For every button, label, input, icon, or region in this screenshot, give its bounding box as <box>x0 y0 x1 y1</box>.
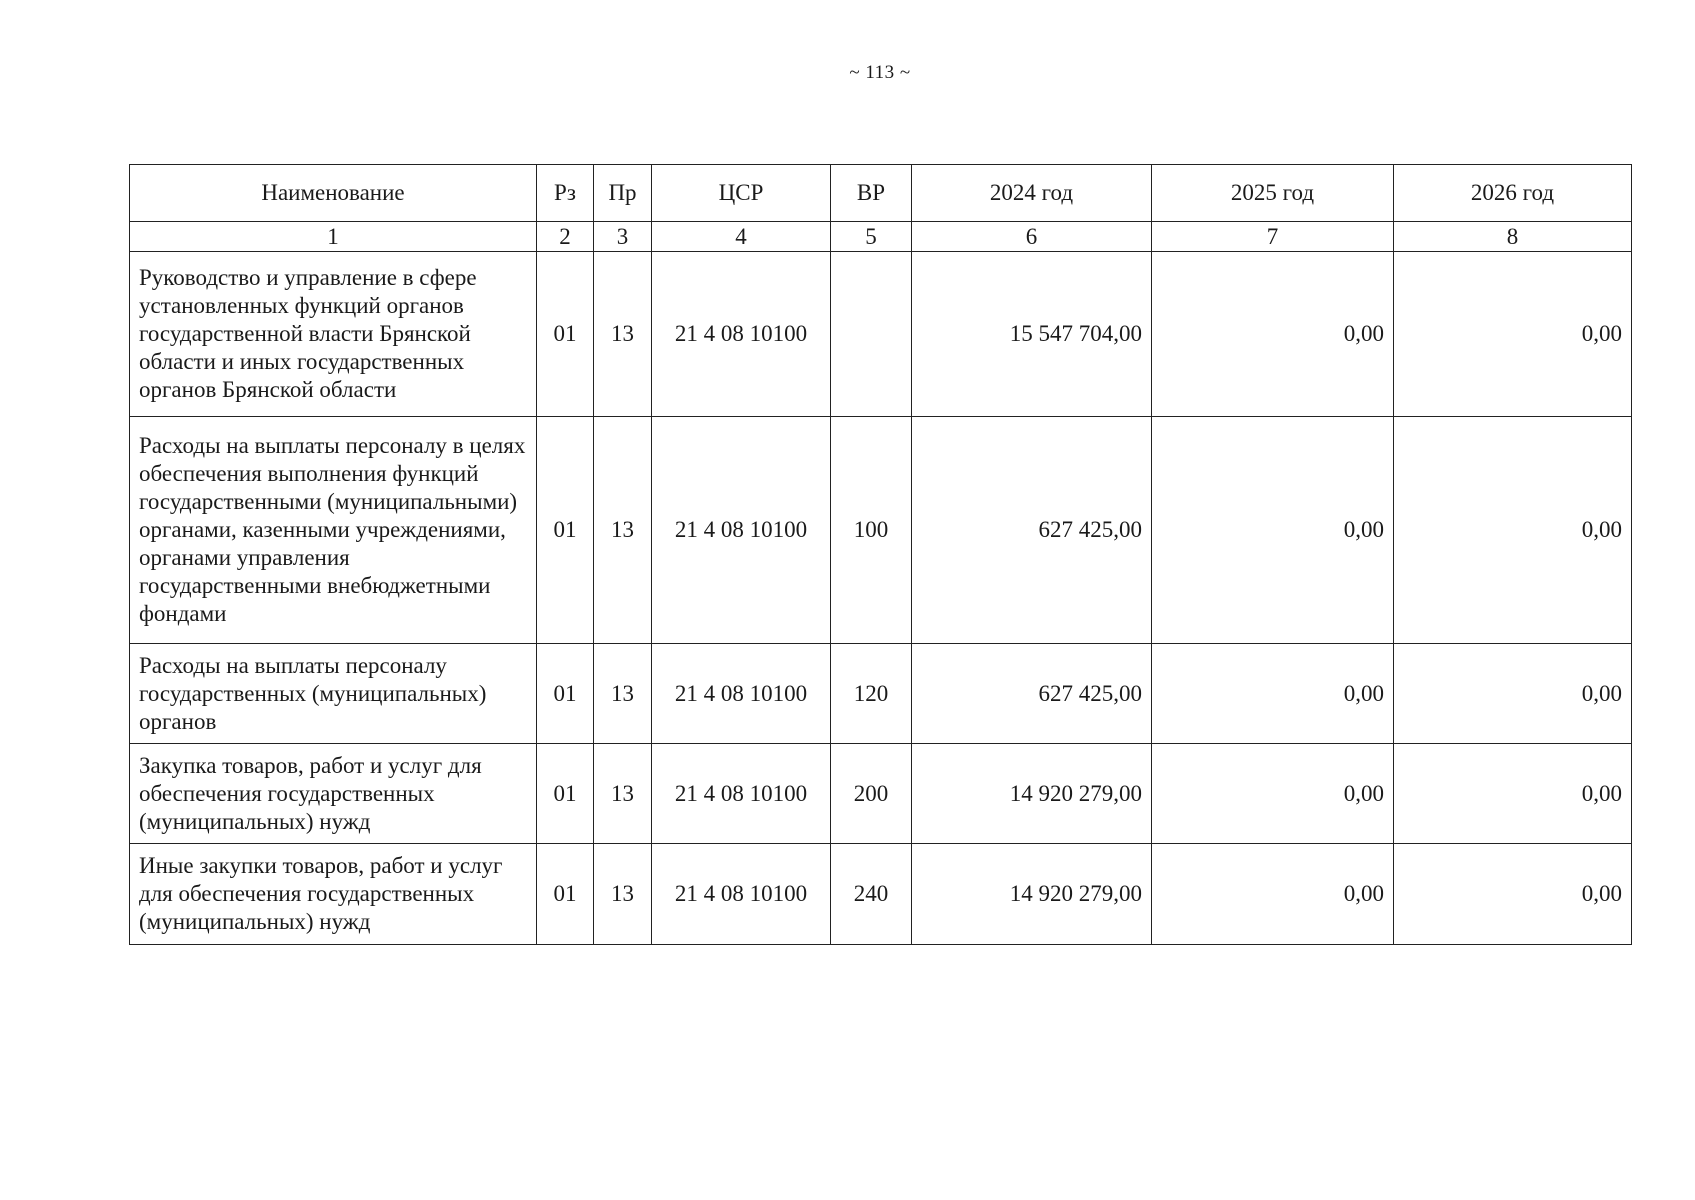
column-number: 3 <box>594 222 652 252</box>
row-2026: 0,00 <box>1394 252 1632 417</box>
row-rz: 01 <box>537 417 594 644</box>
column-number: 4 <box>652 222 831 252</box>
column-number: 5 <box>831 222 912 252</box>
table-row <box>130 644 1632 744</box>
row-vr: 240 <box>831 844 912 945</box>
row-rz: 01 <box>537 744 594 844</box>
header-pr: Пр <box>594 165 652 222</box>
row-2025: 0,00 <box>1152 744 1394 844</box>
row-2024: 15 547 704,00 <box>912 252 1152 417</box>
header-name: Наименование <box>130 165 537 222</box>
row-2025: 0,00 <box>1152 644 1394 744</box>
row-vr: 100 <box>831 417 912 644</box>
row-2024: 627 425,00 <box>912 417 1152 644</box>
row-2026: 0,00 <box>1394 744 1632 844</box>
row-2024: 627 425,00 <box>912 644 1152 744</box>
header-2025: 2025 год <box>1152 165 1394 222</box>
row-rz: 01 <box>537 252 594 417</box>
row-name: Расходы на выплаты персоналу в целях обеспечения выполнения функций государственными (муниципальными) органами, казенными учреждениями, органами управления государственными внебюджетными фондами <box>130 417 537 644</box>
row-csr: 21 4 08 10100 <box>652 252 831 417</box>
row-csr: 21 4 08 10100 <box>652 417 831 644</box>
row-csr: 21 4 08 10100 <box>652 644 831 744</box>
column-number: 2 <box>537 222 594 252</box>
header-csr: ЦСР <box>652 165 831 222</box>
row-pr: 13 <box>594 252 652 417</box>
header-row <box>130 165 1632 222</box>
row-pr: 13 <box>594 744 652 844</box>
column-number-row <box>130 222 1632 252</box>
row-2025: 0,00 <box>1152 252 1394 417</box>
row-vr: 120 <box>831 644 912 744</box>
row-2024: 14 920 279,00 <box>912 844 1152 945</box>
column-number: 6 <box>912 222 1152 252</box>
row-2024: 14 920 279,00 <box>912 744 1152 844</box>
row-rz: 01 <box>537 644 594 744</box>
row-name: Иные закупки товаров, работ и услуг для обеспечения государственных (муниципальных) нужд <box>130 844 537 945</box>
column-number: 8 <box>1394 222 1632 252</box>
row-pr: 13 <box>594 844 652 945</box>
budget-table <box>129 164 1632 945</box>
row-2025: 0,00 <box>1152 844 1394 945</box>
table-row <box>130 252 1632 417</box>
row-pr: 13 <box>594 644 652 744</box>
row-pr: 13 <box>594 417 652 644</box>
row-vr <box>831 252 912 417</box>
row-csr: 21 4 08 10100 <box>652 844 831 945</box>
column-number: 1 <box>130 222 537 252</box>
header-rz: Рз <box>537 165 594 222</box>
row-csr: 21 4 08 10100 <box>652 744 831 844</box>
row-2026: 0,00 <box>1394 644 1632 744</box>
table-row <box>130 744 1632 844</box>
row-vr: 200 <box>831 744 912 844</box>
row-2025: 0,00 <box>1152 417 1394 644</box>
page-number: ~ 113 ~ <box>849 62 911 83</box>
header-2026: 2026 год <box>1394 165 1632 222</box>
table-row <box>130 417 1632 644</box>
column-number: 7 <box>1152 222 1394 252</box>
row-name: Закупка товаров, работ и услуг для обеспечения государственных (муниципальных) нужд <box>130 744 537 844</box>
header-vr: ВР <box>831 165 912 222</box>
header-2024: 2024 год <box>912 165 1152 222</box>
row-name: Руководство и управление в сфере установленных функций органов государственной власти Брянской области и иных государственных органов Брянской области <box>130 252 537 417</box>
row-rz: 01 <box>537 844 594 945</box>
row-name: Расходы на выплаты персоналу государственных (муниципальных) органов <box>130 644 537 744</box>
row-2026: 0,00 <box>1394 417 1632 644</box>
row-2026: 0,00 <box>1394 844 1632 945</box>
table-row <box>130 844 1632 945</box>
